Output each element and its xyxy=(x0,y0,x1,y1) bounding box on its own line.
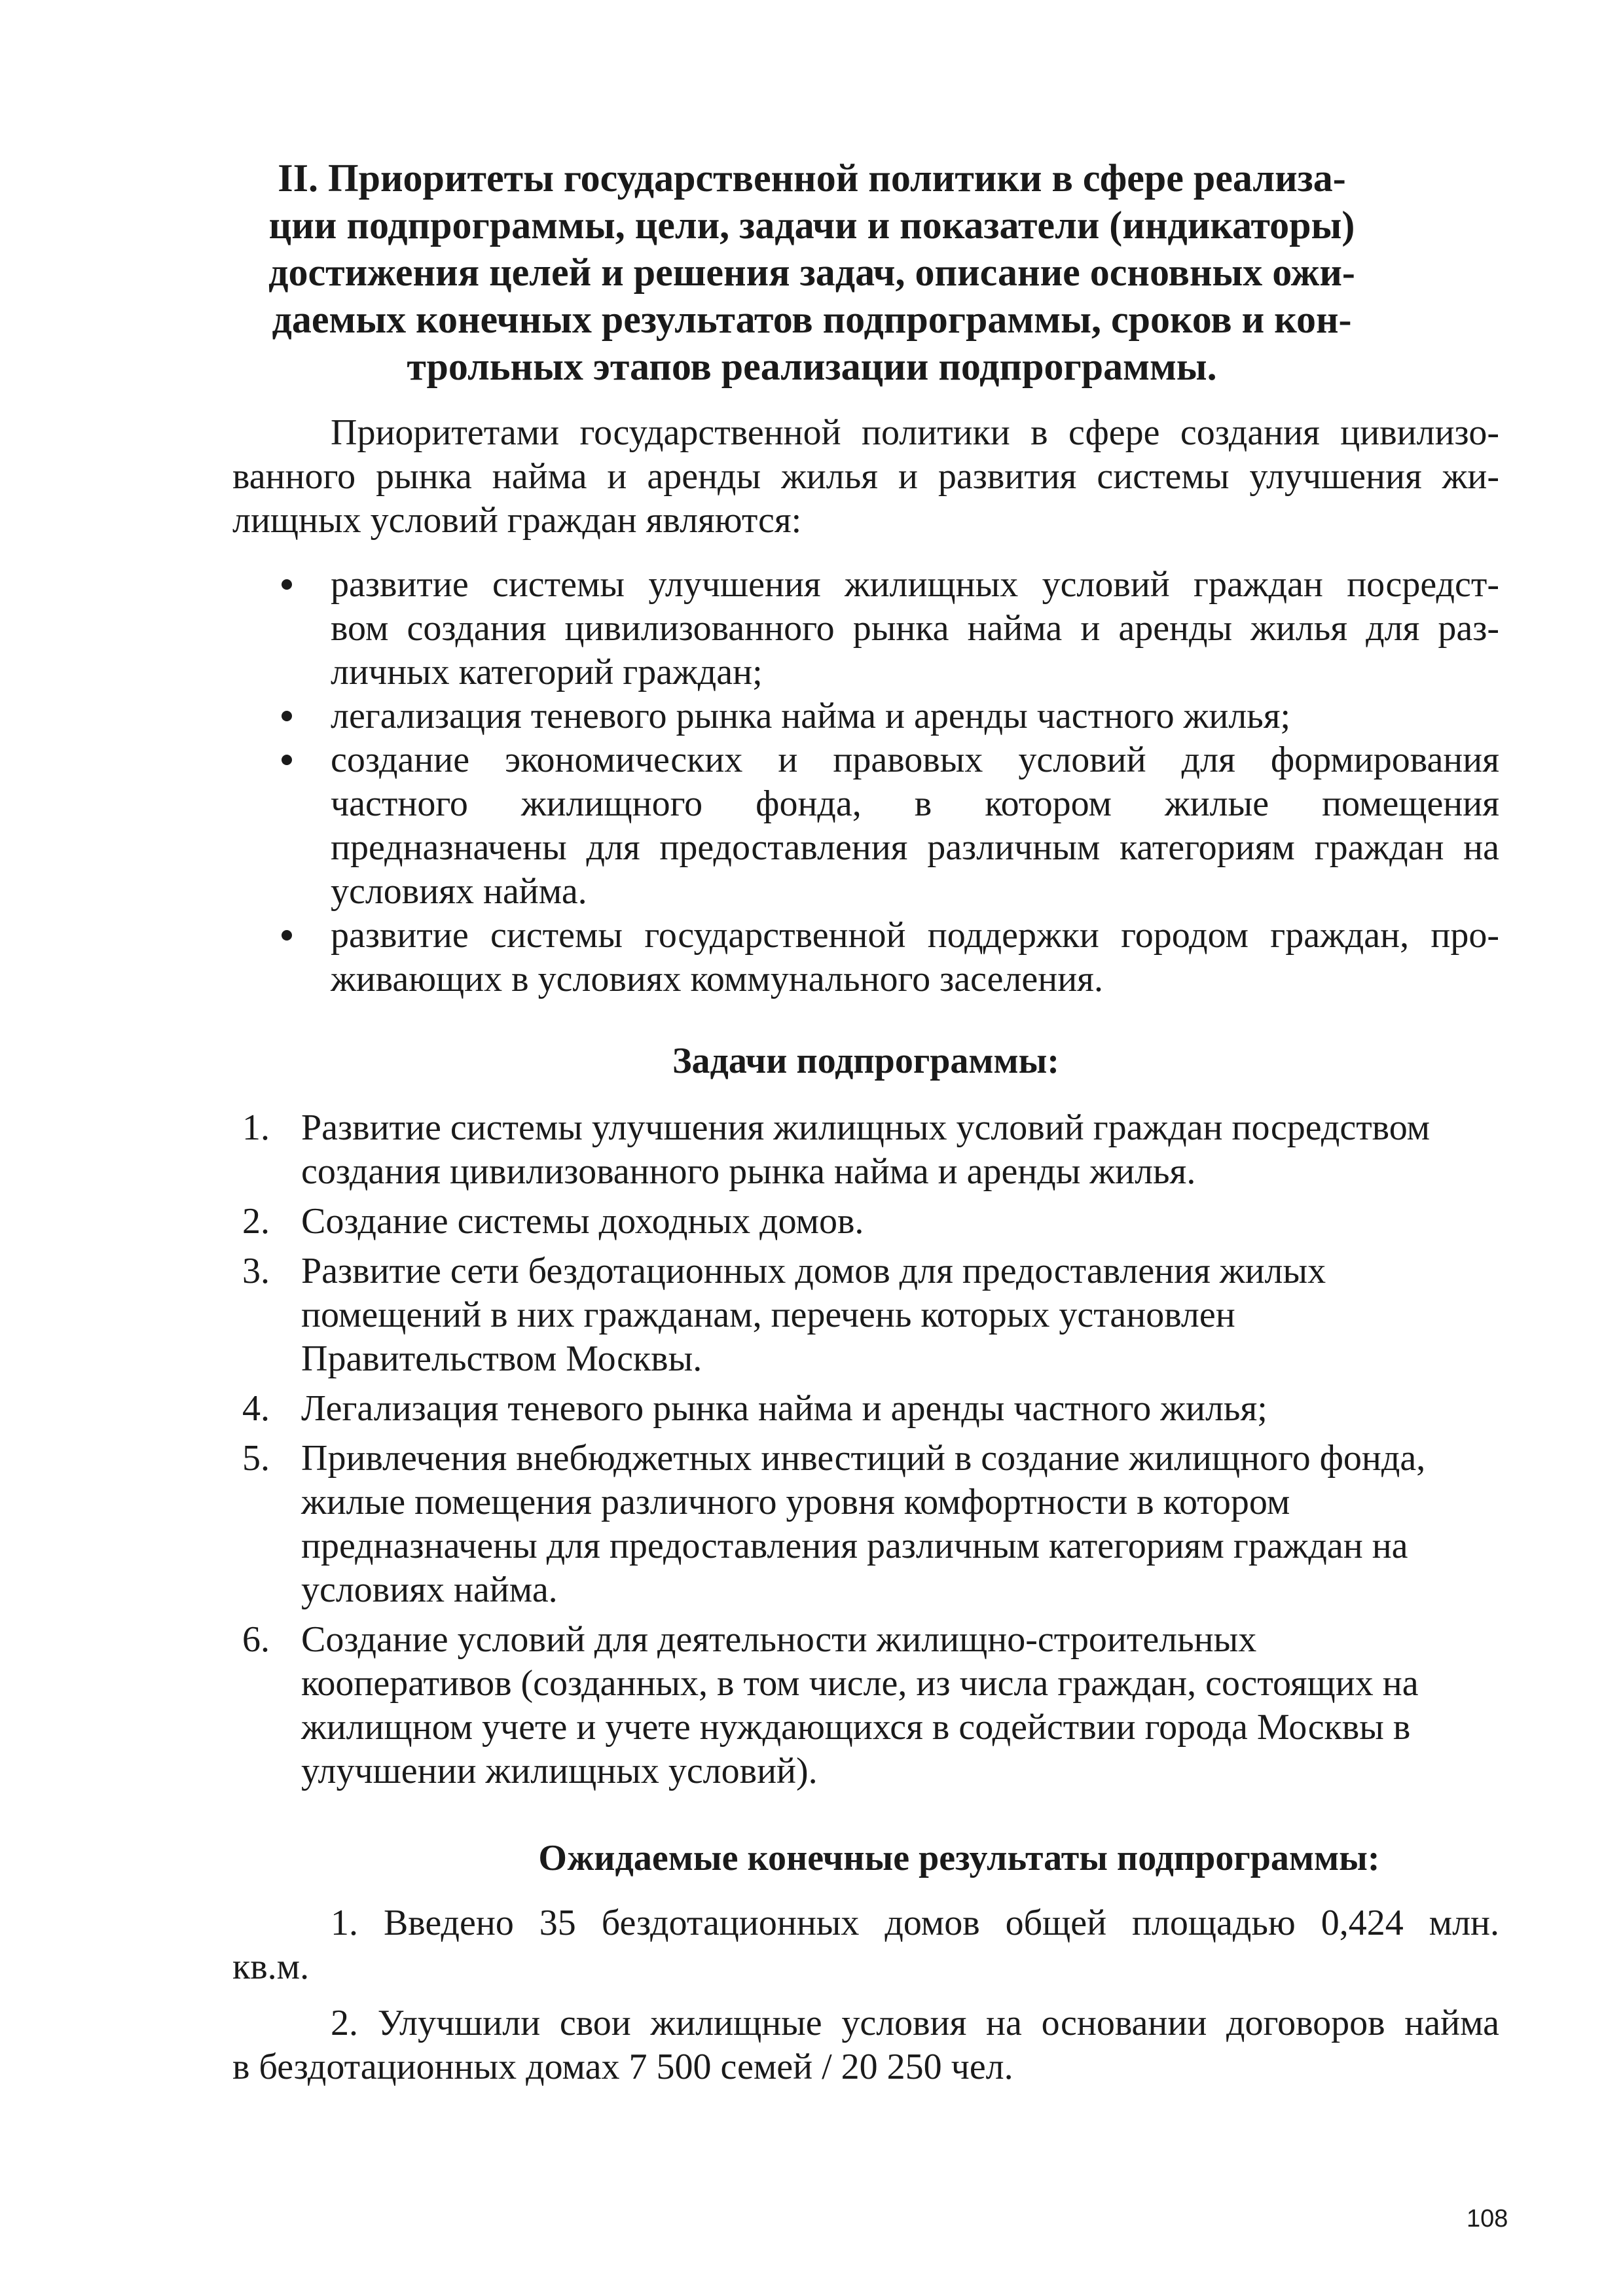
task-item xyxy=(242,1249,1499,1381)
task-item xyxy=(242,1387,1499,1431)
priority-item xyxy=(282,694,1499,738)
section-heading xyxy=(249,154,1375,390)
intro-line: Приоритетами государственной политики в сфере создания цивилизо- xyxy=(331,412,1499,453)
section-heading-line: ции подпрограммы, цели, задачи и показатели (индикаторы) xyxy=(268,204,1355,247)
intro-line: лищных условий граждан являются: xyxy=(232,500,802,541)
bullet-icon xyxy=(282,579,292,590)
priority-item xyxy=(282,563,1499,694)
task-number: 2. xyxy=(242,1201,270,1242)
task-item xyxy=(242,1437,1499,1612)
result-line: кв.м. xyxy=(232,1946,310,1987)
page-number: 108 xyxy=(1467,2205,1508,2233)
priority-item xyxy=(282,914,1499,1001)
result-line: в бездотационных домах 7 500 семей / 20 250 чел. xyxy=(232,2047,1013,2087)
task-number: 6. xyxy=(242,1619,270,1660)
task-line: Легализация теневого рынка найма и аренды частного жилья; xyxy=(301,1388,1267,1429)
result-line: 2. Улучшили свои жилищные условия на основании договоров найма xyxy=(331,2003,1499,2043)
task-number: 4. xyxy=(242,1388,270,1429)
priority-line: развитие системы улучшения жилищных условий граждан посредст- xyxy=(331,564,1499,605)
section-heading-line: даемых конечных результатов подпрограммы, сроков и кон- xyxy=(272,298,1352,341)
task-line: кооперативов (созданных, в том числе, из числа граждан, состоящих на xyxy=(301,1663,1419,1704)
task-line: предназначены для предоставления различным категориям граждан на xyxy=(301,1526,1408,1566)
task-line: Привлечения внебюджетных инвестиций в создание жилищного фонда, xyxy=(301,1438,1426,1479)
intro-line: ванного рынка найма и аренды жилья и развития системы улучшения жи- xyxy=(232,456,1499,497)
priority-line: создание экономических и правовых условий для формирования xyxy=(331,740,1499,780)
task-number: 3. xyxy=(242,1251,270,1291)
priority-line: частного жилищного фонда, в котором жилые помещения xyxy=(331,783,1499,824)
priorities-list xyxy=(282,563,1499,1001)
priority-line: развитие системы государственной поддержки городом граждан, про- xyxy=(331,915,1499,956)
tasks-list xyxy=(242,1106,1499,1799)
task-line: создания цивилизованного рынка найма и аренды жилья. xyxy=(301,1151,1196,1192)
section-heading-line: достижения целей и решения задач, описание основных ожи- xyxy=(268,251,1355,294)
tasks-heading: Задачи подпрограммы: xyxy=(672,1041,1060,1081)
priority-line: живающих в условиях коммунального заселения. xyxy=(331,959,1103,999)
bullet-icon xyxy=(282,711,292,721)
priority-line: личных категорий граждан; xyxy=(331,652,763,692)
task-line: жилищном учете и учете нуждающихся в содействии города Москвы в xyxy=(301,1707,1411,1748)
task-line: Создание системы доходных домов. xyxy=(301,1201,864,1242)
priority-line: предназначены для предоставления различным категориям граждан на xyxy=(331,827,1499,868)
bullet-icon xyxy=(282,755,292,765)
task-line: условиях найма. xyxy=(301,1570,558,1610)
task-line: улучшении жилищных условий). xyxy=(301,1751,818,1791)
priority-line: условиях найма. xyxy=(331,871,587,912)
priority-line: вом создания цивилизованного рынка найма и аренды жилья для раз- xyxy=(331,608,1499,649)
bullet-icon xyxy=(282,930,292,941)
result-paragraph xyxy=(232,2001,1499,2089)
results-heading: Ожидаемые конечные результаты подпрограммы: xyxy=(538,1838,1380,1878)
result-line: 1. Введено 35 бездотационных домов общей площадью 0,424 млн. xyxy=(331,1903,1499,1943)
task-line: помещений в них гражданам, перечень которых установлен xyxy=(301,1295,1235,1335)
section-heading-line: II. Приоритеты государственной политики в сфере реализа- xyxy=(278,156,1346,200)
task-item xyxy=(242,1106,1499,1194)
intro-paragraph xyxy=(232,411,1499,543)
task-line: жилые помещения различного уровня комфортности в котором xyxy=(301,1482,1290,1522)
task-number: 5. xyxy=(242,1438,270,1479)
task-number: 1. xyxy=(242,1107,270,1148)
task-line: Правительством Москвы. xyxy=(301,1338,702,1379)
result-paragraph xyxy=(232,1901,1499,1989)
priority-line: легализация теневого рынка найма и аренды частного жилья; xyxy=(331,696,1291,736)
task-item xyxy=(242,1200,1499,1244)
priority-item xyxy=(282,738,1499,914)
section-heading-line: трольных этапов реализации подпрограммы. xyxy=(407,345,1217,388)
task-item xyxy=(242,1618,1499,1793)
task-line: Развитие системы улучшения жилищных условий граждан посредством xyxy=(301,1107,1431,1148)
task-line: Создание условий для деятельности жилищно-строительных xyxy=(301,1619,1257,1660)
task-line: Развитие сети бездотационных домов для предоставления жилых xyxy=(301,1251,1326,1291)
